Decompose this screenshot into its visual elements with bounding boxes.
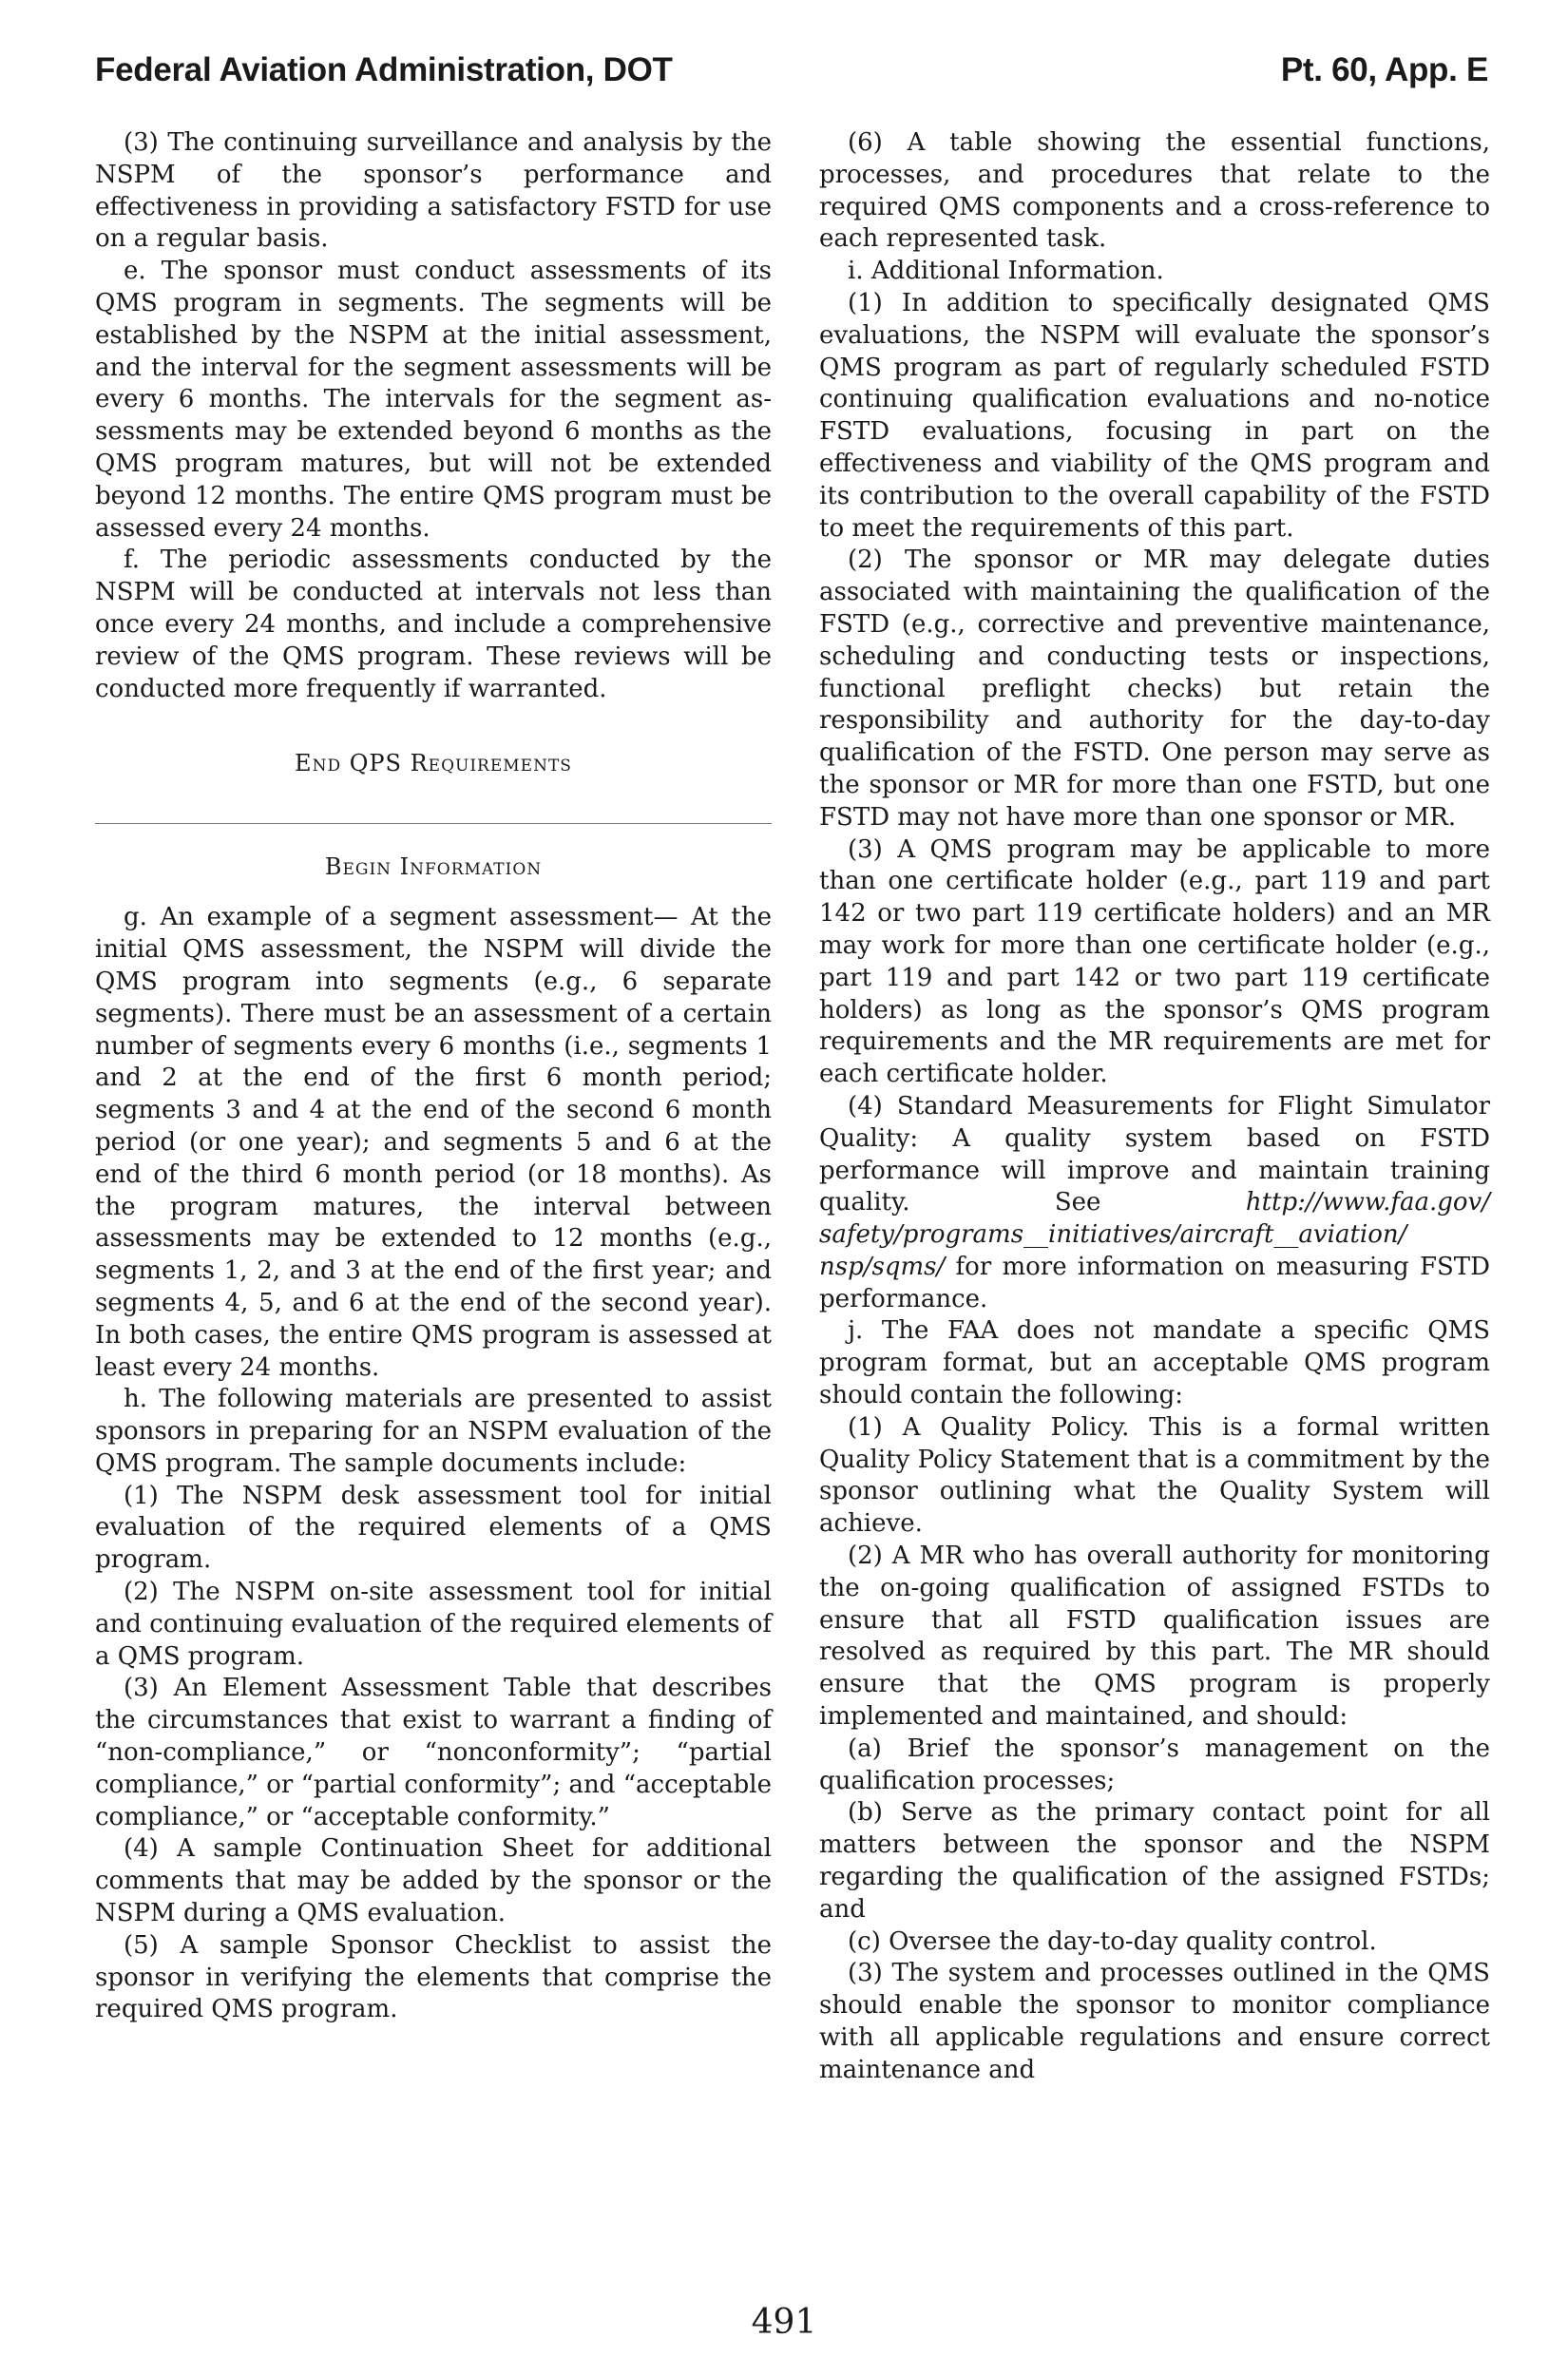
end-qps-requirements-heading: End QPS Requirements — [295, 750, 572, 777]
running-header-part: Pt. 60, App. E — [1280, 51, 1488, 88]
paragraph: f. The periodic assessments conducted by the NSPM will be conducted at intervals not less than once every 24 months, and include a comprehensive review of the QMS program. These reviews will be conducted more frequently if warranted. — [95, 546, 772, 703]
sqms-url-link[interactable]: http://www.faa.gov/ safety/programs__initiatives/aircraft__aviation/ nsp/sqms/ — [819, 1188, 1490, 1281]
paragraph: (3) A QMS program may be applicable to more than one certificate holder (e.g., part 119 and part 142 or two part 119 certificate holders) and an MR may work for more than one certificate holder (e.g., part 119 and part 142 or two part 119 certificate holders) as long as the sponsor’s QMS program requirements and the MR requirements are met for each certificate holder. — [819, 834, 1490, 1089]
paragraph: (3) An Element Assessment Table that describes the circumstances that exist to warrant a finding of “non-compliance,” or “nonconformity”; “partial compliance,” or “partial conformity”; and “acceptable compliance,” or “acceptable conformity.” — [95, 1674, 772, 1831]
paragraph: (c) Oversee the day-to-day quality control. — [848, 1926, 1377, 1956]
paragraph-text: for more information on measuring FSTD performance. — [819, 1252, 1490, 1313]
paragraph: (a) Brief the sponsor’s management on the qualification processes; — [819, 1734, 1490, 1795]
paragraph-text: (4) Standard Measurements for Flight Simulator Quality: A quality system based on FSTD performance will improve and maintain training quality. See — [819, 1091, 1490, 1217]
left-column — [95, 127, 772, 2026]
paragraph: (5) A sample Sponsor Checklist to assist the sponsor in verifying the elements that comprise the required QMS program. — [95, 1930, 772, 2024]
paragraph: (3) The continuing surveillance and analysis by the NSPM of the sponsor’s performance and effectiveness in providing a satisfactory FSTD for use on a regular basis. — [95, 128, 772, 254]
paragraph: (1) The NSPM desk assessment tool for initial evaluation of the required elements of a QMS program. — [95, 1481, 772, 1575]
begin-information-heading: Begin Information — [324, 853, 543, 881]
paragraph: (1) In addition to specifically designated QMS evaluations, the NSPM will evaluate the sponsor’s QMS program as part of regularly scheduled FSTD continuing qualification evaluations and no-notice FSTD evaluations, focusing in part on the effectiveness and viability of the QMS program and its contribution to the overall capability of the FSTD to meet the requirements of this part. — [819, 288, 1490, 543]
paragraph: (b) Serve as the primary contact point for all matters between the sponsor and the NSPM regarding the qualification of the assigned FSTDs; and — [819, 1798, 1490, 1924]
paragraph: j. The FAA does not mandate a specific QMS program format, but an acceptable QMS program should contain the following: — [819, 1316, 1490, 1410]
paragraph: g. An example of a segment assessment— At the initial QMS assessment, the NSPM will divide the QMS program into segments (e.g., 6 separate segments). There must be an assessment of a certain number of segments every 6 months (i.e., segments 1 and 2 at the end of the first 6 month period; segments 3 and 4 at the end of the second 6 month period (or one year); and segments 5 and 6 at the end of the third 6 month period (or 18 months). As the program matures, the interval between assessments may be extended to 12 months (e.g., segments 1, 2, and 3 at the end of the first year; and segments 4, 5, and 6 at the end of the second year). In both cases, the entire QMS program is assessed at least every 24 months. — [95, 903, 772, 1382]
paragraph: i. Additional Information. — [848, 257, 1164, 286]
paragraph: h. The following materials are presented to assist sponsors in preparing for an NSPM evaluation of the QMS program. The sample documents include: — [95, 1385, 772, 1478]
running-header-agency: Federal Aviation Administration, DOT — [95, 51, 673, 88]
paragraph: (2) A MR who has overall authority for monitoring the on-going qualification of assigned FSTDs to ensure that all FSTD qualification issues are resolved as required by this part. The MR should ensure that the QMS program is properly implemented and maintained, and should: — [819, 1542, 1490, 1732]
page-number: 491 — [751, 2303, 817, 2342]
paragraph: e. The sponsor must conduct assessments of its QMS program in segments. The segments will be established by the NSPM at the initial assessment, and the interval for the segment assessments will be every 6 months. The intervals for the segment assessments may be extended beyond 6 months as the QMS program matures, but will not be extended beyond 12 months. The entire QMS program must be assessed every 24 months. — [95, 257, 772, 543]
right-column — [819, 127, 1490, 2087]
paragraph-with-link — [819, 1091, 1490, 1316]
paragraph: (6) A table showing the essential functions, processes, and procedures that relate to the required QMS components and a cross-reference to each represented task. — [819, 128, 1490, 254]
paragraph: (3) The system and processes outlined in the QMS should enable the sponsor to monitor compliance with all applicable regulations and ensure correct maintenance and — [819, 1959, 1490, 2084]
paragraph: (4) A sample Continuation Sheet for additional comments that may be added by the sponsor or the NSPM during a QMS evaluation. — [95, 1834, 772, 1928]
section-divider — [95, 823, 772, 824]
paragraph: (2) The sponsor or MR may delegate duties associated with maintaining the qualification of the FSTD (e.g., corrective and preventive maintenance, scheduling and conducting tests or inspections, functional preflight checks) but retain the responsibility and authority for the day-to-day qualification of the FSTD. One person may serve as the sponsor or MR for more than one FSTD, but one FSTD may not have more than one sponsor or MR. — [819, 546, 1490, 832]
paragraph: (2) The NSPM on-site assessment tool for initial and continuing evaluation of the required elements of a QMS program. — [95, 1578, 772, 1671]
paragraph: (1) A Quality Policy. This is a formal written Quality Policy Statement that is a commitment by the sponsor outlining what the Quality System will achieve. — [819, 1412, 1490, 1539]
